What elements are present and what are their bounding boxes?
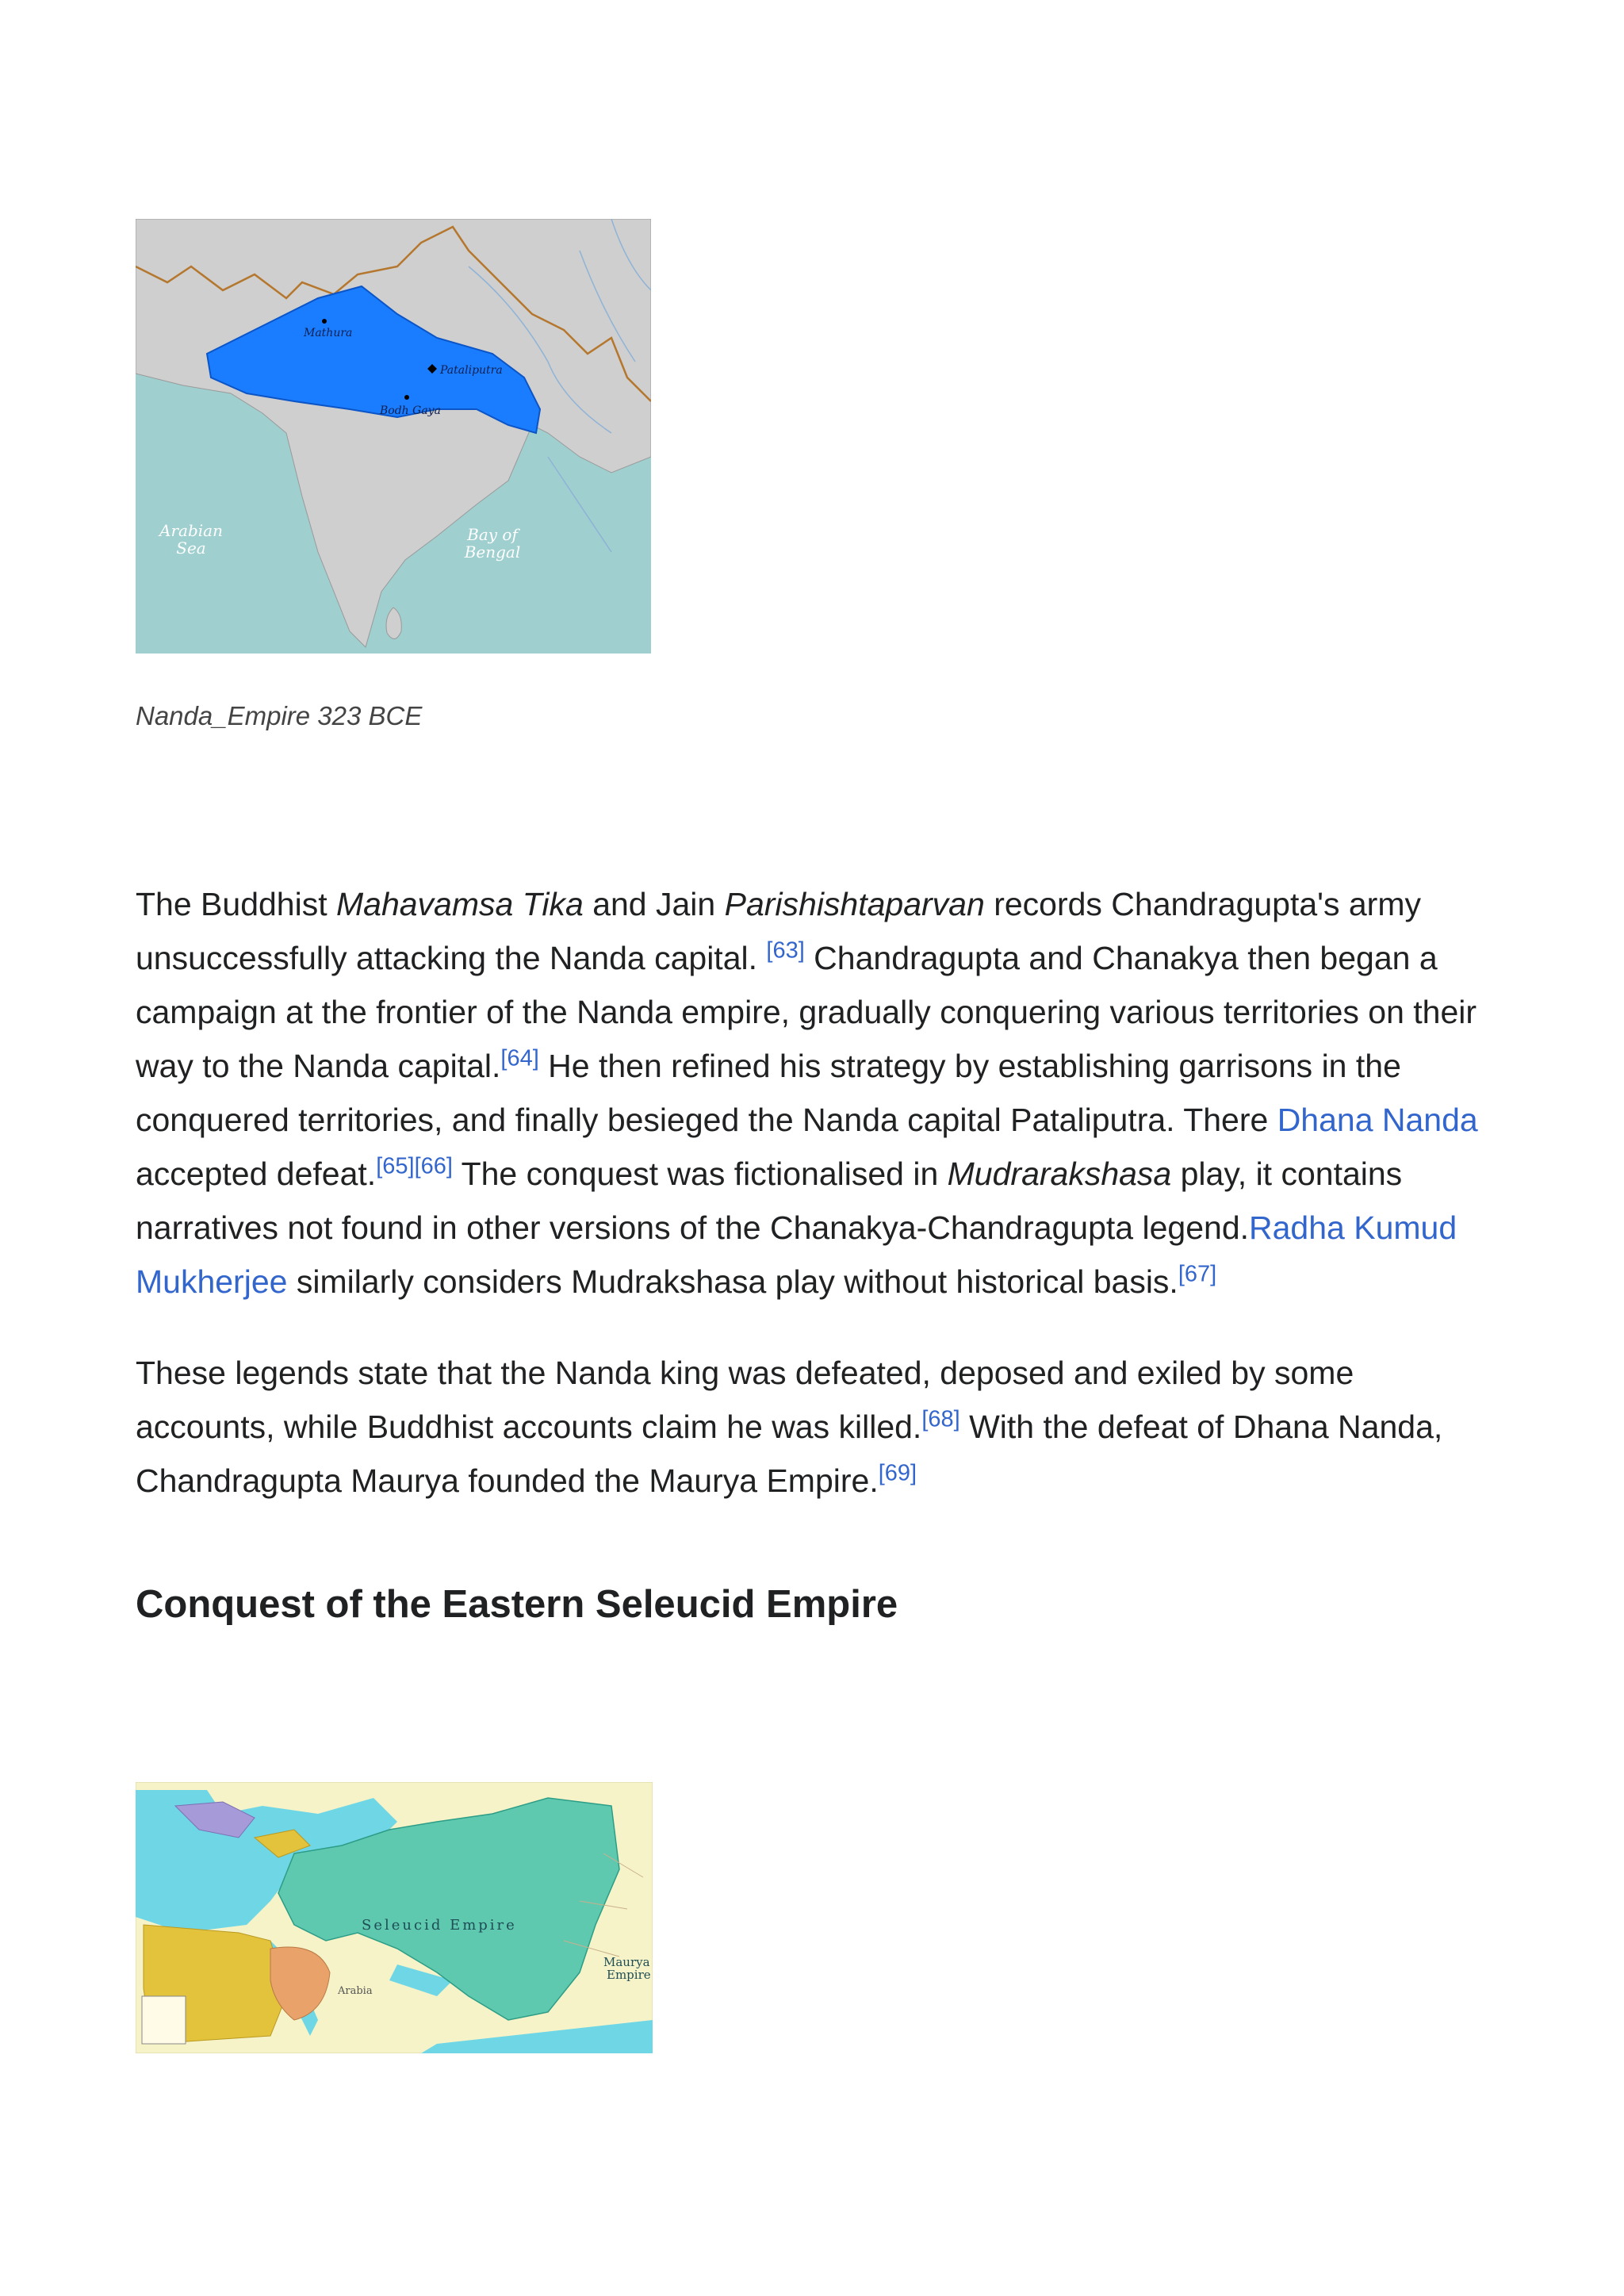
paragraph-nanda-defeat <box>136 1346 1500 1508</box>
text: similarly considers Mudrakshasa play without historical basis. <box>287 1263 1178 1300</box>
citation-63[interactable]: [63] <box>766 937 805 964</box>
text: The conquest was fictionalised in <box>452 1156 948 1192</box>
mathura-marker <box>322 319 327 324</box>
text: With the defeat of Dhana Nanda, Chandragupta Maurya founded the Maurya Empire. <box>136 1409 1443 1499</box>
pataliputra-label: Pataliputra <box>440 364 503 377</box>
text: These legends state that the Nanda king was defeated, deposed and exiled by some accounts, while Buddhist accounts claim he was killed. <box>136 1355 1354 1445</box>
figure-caption: Nanda_Empire 323 BCE <box>136 701 423 730</box>
citation-67[interactable]: [67] <box>1178 1261 1217 1287</box>
link-dhana-nanda[interactable]: Dhana Nanda <box>1277 1102 1478 1138</box>
italic-title: Mudrarakshasa <box>947 1156 1172 1192</box>
citation-65[interactable]: [65] <box>376 1153 415 1179</box>
text: The Buddhist <box>136 886 336 922</box>
text: accepted defeat. <box>136 1156 377 1192</box>
text: records Chandragupta's army unsuccessfully attacking the Nanda capital. <box>136 886 1421 976</box>
citation-68[interactable]: [68] <box>921 1406 960 1432</box>
paragraph-nanda-conquest <box>136 877 1500 1309</box>
bay-of-bengal-label-2: Bengal <box>464 542 521 562</box>
arabian-sea-label-1: Arabian <box>159 521 223 540</box>
arabian-sea-label-2: Sea <box>176 539 206 558</box>
text: He then refined his strategy by establishing garrisons in the conquered territories, and finally besieged the Nanda capital Pataliputra. There <box>136 1048 1401 1138</box>
text: play, it contains narratives not found in other versions of the Chanakya-Chandragupta legend. <box>136 1156 1403 1246</box>
mathura-label: Mathura <box>304 327 353 339</box>
italic-title: Mahavamsa Tika <box>336 886 584 922</box>
text: Chandragupta and Chanakya then began a campaign at the frontier of the Nanda empire, gradually conquering various territories on their way to the Nanda capital. <box>136 940 1477 1084</box>
nanda-empire-map[interactable] <box>136 219 651 654</box>
citation-69[interactable]: [69] <box>878 1460 917 1486</box>
citation-66[interactable]: [66] <box>414 1153 453 1179</box>
seleucid-empire-map[interactable] <box>136 1782 653 2053</box>
citation-64[interactable]: [64] <box>500 1045 539 1071</box>
bodh-gaya-label: Bodh Gaya <box>380 404 441 417</box>
maurya-empire-label-2: Empire <box>607 1968 651 1982</box>
arabia-label: Arabia <box>338 1985 373 1997</box>
maurya-empire-label-1: Maurya <box>603 1955 650 1969</box>
bodh-gaya-marker <box>404 395 409 400</box>
link-radha-kumud-mukherjee[interactable]: Radha Kumud Mukherjee <box>136 1209 1457 1300</box>
map-legend-box <box>142 1996 186 2044</box>
bay-of-bengal-label-1: Bay of <box>467 525 518 544</box>
text: and Jain <box>583 886 725 922</box>
seleucid-empire-label: Seleucid Empire <box>362 1917 517 1934</box>
section-heading: Conquest of the Eastern Seleucid Empire <box>136 1583 898 1626</box>
italic-title: Parishishtaparvan <box>724 886 985 922</box>
